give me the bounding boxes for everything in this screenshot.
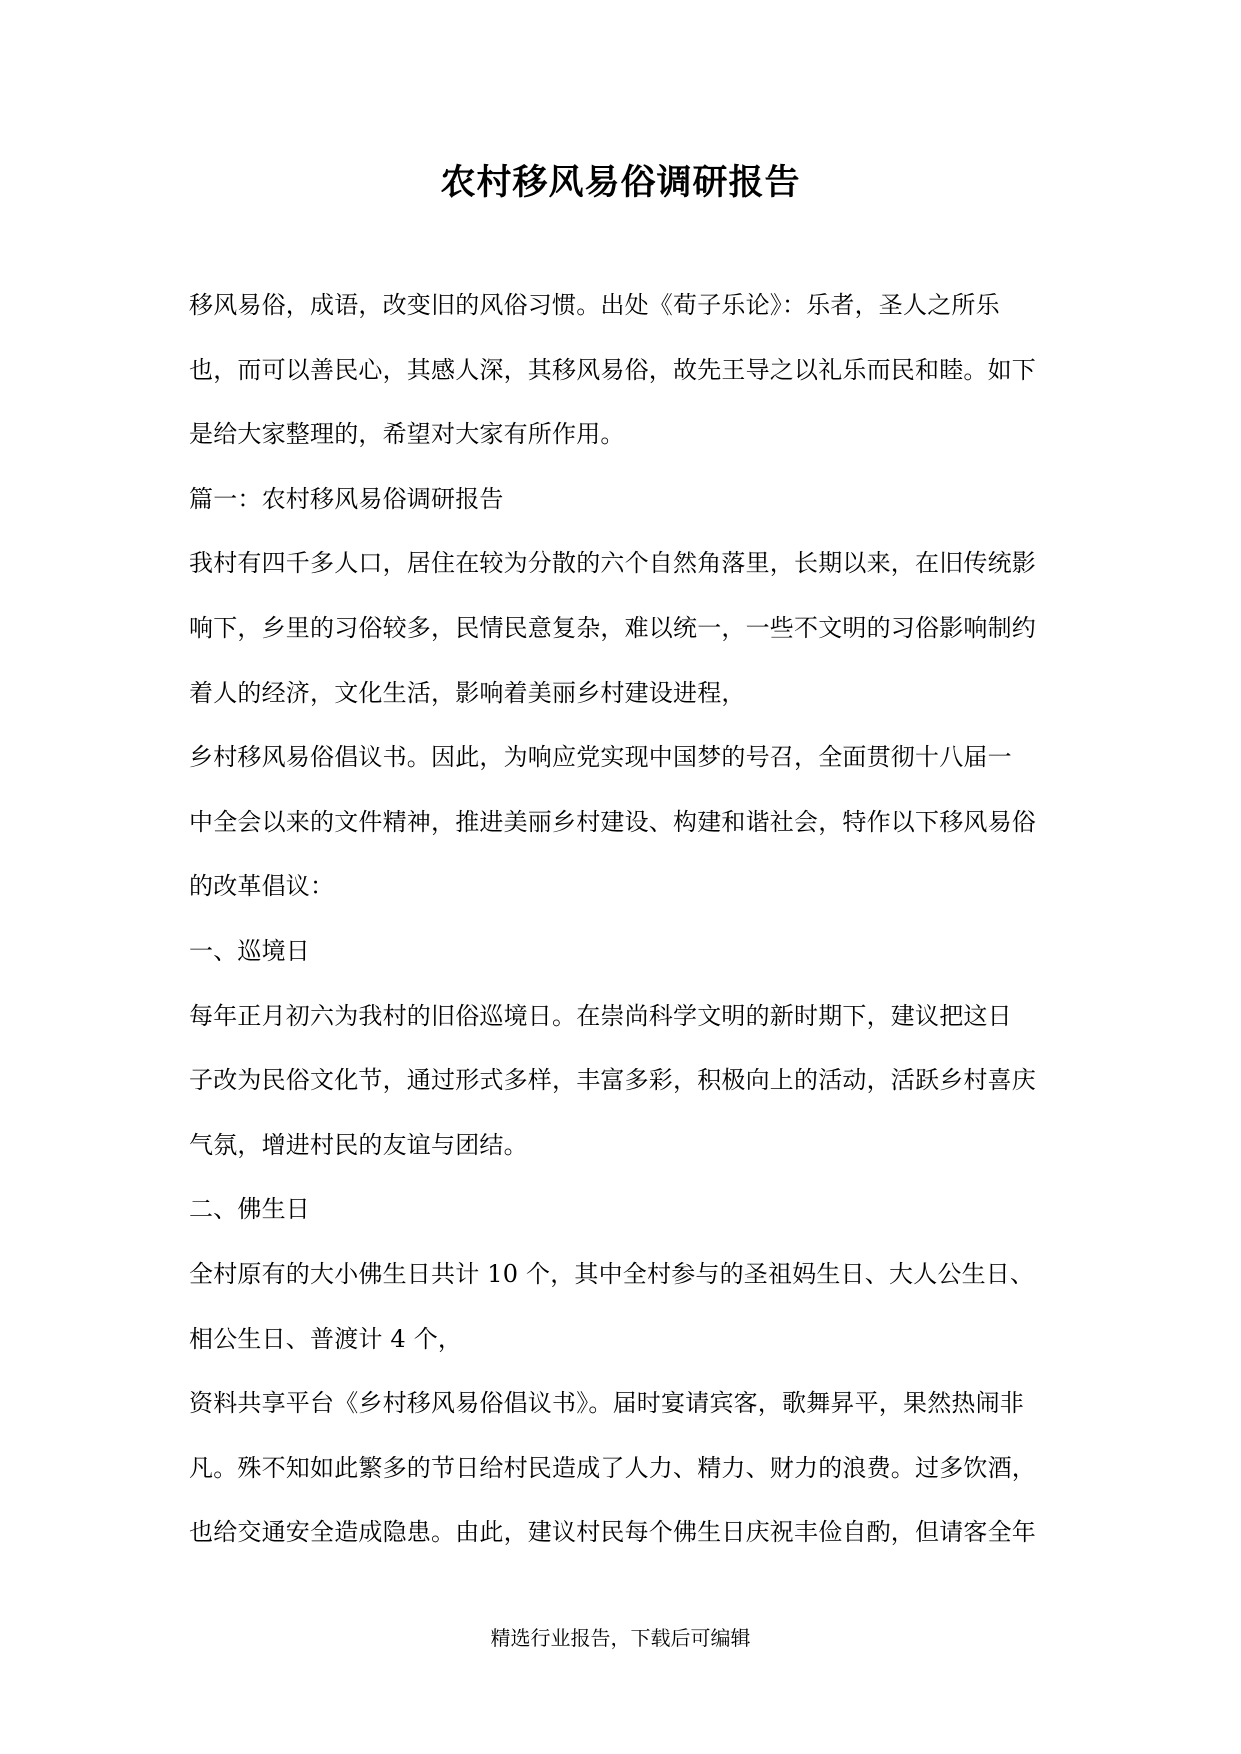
text-line: 相公生日、普渡计 4 个， bbox=[189, 1324, 463, 1353]
section-heading: 一、巡境日 bbox=[189, 936, 310, 965]
text-line: 也，而可以善民心，其感人深，其移风易俗，故先王导之以礼乐而民和睦。如下 bbox=[189, 355, 1036, 384]
text-line: 我村有四千多人口，居住在较为分散的六个自然角落里，长期以来，在旧传统影 bbox=[189, 549, 1036, 578]
text-line: 气氛，增进村民的友谊与团结。 bbox=[189, 1130, 528, 1159]
page-footer: 精选行业报告，下载后可编辑 bbox=[490, 1626, 751, 1650]
text-line: 凡。殊不知如此繁多的节日给村民造成了人力、精力、财力的浪费。过多饮酒， bbox=[189, 1453, 1036, 1482]
text-line: 移风易俗，成语，改变旧的风俗习惯。出处《荀子乐论》：乐者，圣人之所乐 bbox=[189, 291, 1000, 319]
document-title: 农村移风易俗调研报告 bbox=[440, 162, 801, 203]
text-line: 响下，乡里的习俗较多，民情民意复杂，难以统一，一些不文明的习俗影响制约 bbox=[189, 613, 1036, 642]
text-line: 也给交通安全造成隐患。由此，建议村民每个佛生日庆祝丰俭自酌，但请客全年 bbox=[189, 1518, 1036, 1547]
text-line: 每年正月初六为我村的旧俗巡境日。在崇尚科学文明的新时期下，建议把这日 bbox=[189, 1001, 1012, 1030]
text-line: 的改革倡议： bbox=[189, 872, 335, 901]
text-line: 乡村移风易俗倡议书。因此，为响应党实现中国梦的号召，全面贯彻十八届一 bbox=[189, 743, 1012, 772]
section-heading: 篇一：农村移风易俗调研报告 bbox=[189, 484, 504, 513]
text-line: 着人的经济，文化生活，影响着美丽乡村建设进程， bbox=[189, 678, 746, 707]
text-line: 是给大家整理的，希望对大家有所作用。 bbox=[189, 420, 625, 449]
document-body bbox=[189, 287, 1059, 1579]
text-line: 全村原有的大小佛生日共计 10 个，其中全村参与的圣祖妈生日、大人公生日、 bbox=[189, 1259, 1035, 1288]
text-line: 中全会以来的文件精神，推进美丽乡村建设、构建和谐社会，特作以下移风易俗 bbox=[189, 807, 1036, 836]
section-heading: 二、佛生日 bbox=[189, 1195, 310, 1224]
text-line: 资料共享平台《乡村移风易俗倡议书》。届时宴请宾客，歌舞昇平，果然热闹非 bbox=[189, 1389, 1024, 1418]
text-line: 子改为民俗文化节，通过形式多样，丰富多彩，积极向上的活动，活跃乡村喜庆 bbox=[189, 1066, 1036, 1095]
